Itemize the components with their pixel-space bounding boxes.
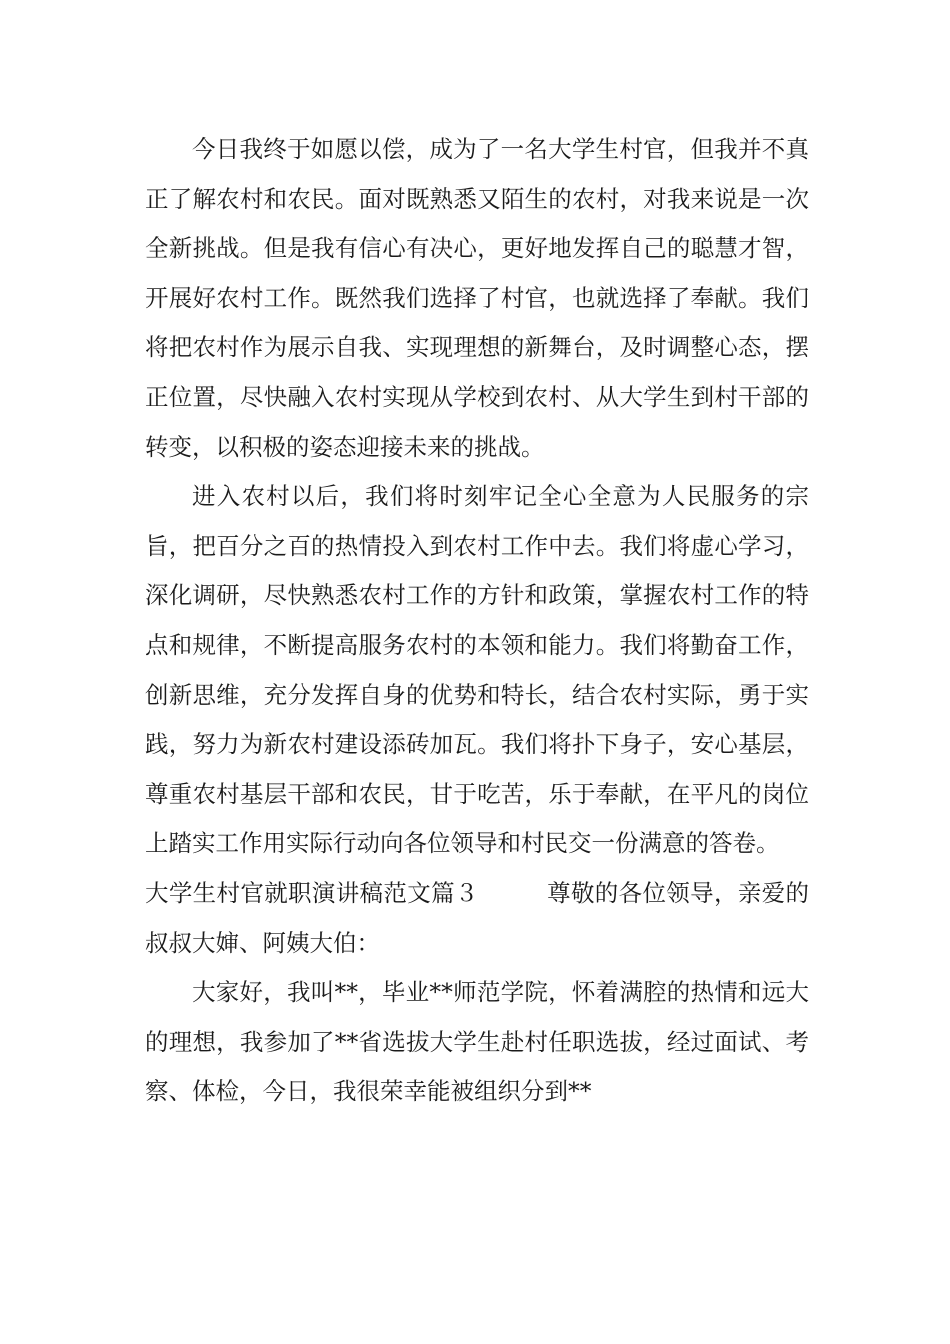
section-heading-line [145,869,809,968]
document-body [145,125,809,1117]
paragraph-2: 进入农村以后，我们将时刻牢记全心全意为人民服务的宗旨，把百分之百的热情投入到农村工作中去。我们将虚心学习，深化调研，尽快熟悉农村工作的方针和政策，掌握农村工作的特点和规律，不断提高服务农村的本领和能力。我们将勤奋工作，创新思维，充分发挥自身的优势和特长，结合农村实际，勇于实践，努力为新农村建设添砖加瓦。我们将扑下身子，安心基层，尊重农村基层干部和农民，甘于吃苦，乐于奉献，在平凡的岗位上踏实工作用实际行动向各位领导和村民交一份满意的答卷。 [145,482,809,858]
greeting: 尊敬的各位领导，亲爱的叔叔大婶、阿姨大伯： [145,878,810,957]
paragraph-3: 大家好，我叫**，毕业**师范学院，怀着满腔的热情和远大的理想，我参加了**省选拔大学生赴村任职选拔，经过面试、考察、体检，今日，我很荣幸能被组织分到** [145,978,809,1106]
paragraph-1: 今日我终于如愿以偿，成为了一名大学生村官，但我并不真正了解农村和农民。面对既熟悉又陌生的农村，对我来说是一次全新挑战。但是我有信心有决心，更好地发挥自己的聪慧才智，开展好农村工作。既然我们选择了村官，也就选择了奉献。我们将把农村作为展示自我、实现理想的新舞台，及时调整心态，摆正位置，尽快融入农村实现从学校到农村、从大学生到村干部的转变，以积极的姿态迎接未来的挑战。 [145,135,809,461]
section-title: 大学生村官就职演讲稿范文篇３ [145,878,479,907]
